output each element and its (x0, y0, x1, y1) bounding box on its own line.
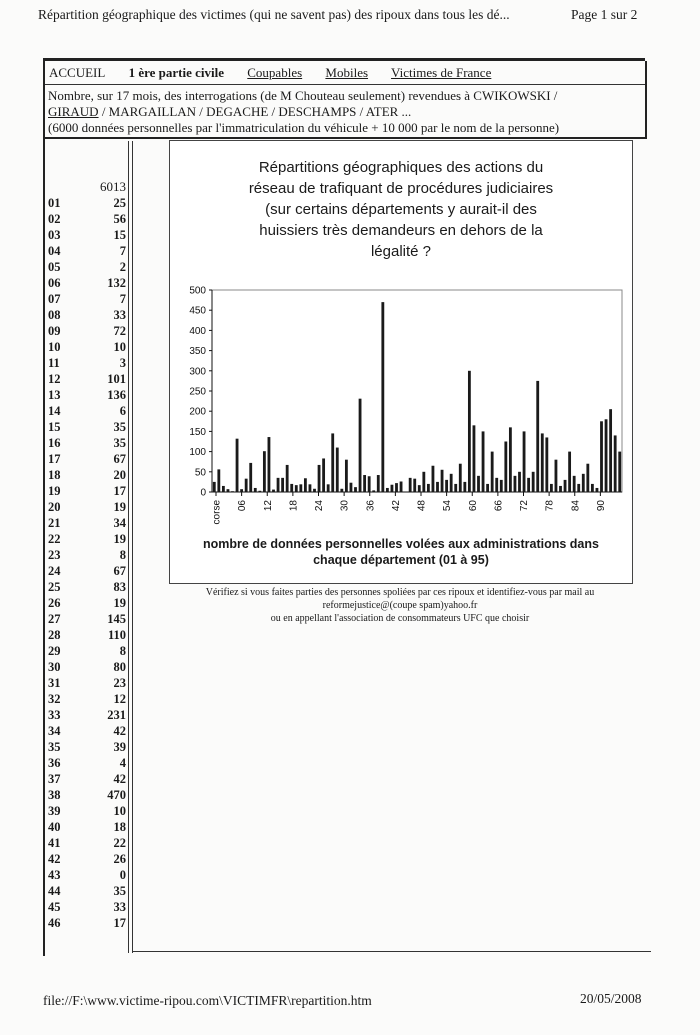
bar (231, 491, 234, 492)
department-code: 18 (48, 468, 61, 482)
bar (432, 466, 435, 492)
x-tick-label: 36 (365, 500, 377, 512)
department-code: 20 (48, 500, 61, 514)
nav-victimes-de-france[interactable]: Victimes de France (391, 65, 492, 80)
department-count: 10 (113, 340, 126, 354)
page-number: Page 1 sur 2 (571, 7, 638, 22)
bar (331, 433, 334, 492)
table-row (45, 611, 126, 627)
x-tick-label: 24 (314, 500, 325, 512)
x-tick-label: 12 (262, 500, 274, 512)
department-code: 43 (48, 868, 61, 882)
department-code: 15 (48, 420, 61, 434)
bar (258, 491, 261, 492)
x-tick-label: 78 (544, 500, 556, 512)
bar (295, 485, 298, 492)
department-code: 28 (48, 628, 61, 642)
department-count: 42 (113, 724, 126, 738)
department-code: 39 (48, 804, 61, 818)
department-code: 04 (48, 244, 61, 258)
chart-title (170, 157, 632, 262)
table-row (45, 675, 126, 691)
intro-line-2 (48, 104, 559, 120)
department-count: 8 (119, 548, 126, 562)
bar (586, 464, 589, 492)
table-row (45, 195, 126, 211)
department-code: 45 (48, 900, 61, 914)
bar (318, 465, 321, 492)
department-count: 25 (113, 196, 126, 210)
x-tick-label: corse (211, 500, 223, 525)
bar (609, 409, 612, 492)
department-count: 2 (119, 260, 126, 274)
department-table (45, 141, 129, 953)
bar (272, 490, 275, 492)
bar (600, 421, 603, 492)
bar (582, 474, 585, 492)
bar (577, 484, 580, 492)
bar (372, 490, 375, 492)
bar (413, 479, 416, 492)
page-header-title: Répartition géographique des victimes (qui ne savent pas) des ripoux dans tous les dé... (38, 7, 510, 22)
department-count: 35 (113, 420, 126, 434)
table-row (45, 787, 126, 803)
department-count: 67 (113, 564, 126, 578)
table-row (45, 803, 126, 819)
nav-accueil[interactable]: ACCUEIL (49, 65, 106, 80)
bar (500, 480, 503, 492)
bar (477, 476, 480, 492)
bar (345, 460, 348, 492)
nav-mobiles[interactable]: Mobiles (325, 65, 369, 80)
department-count: 101 (107, 372, 126, 386)
x-tick-label: 06 (237, 500, 249, 512)
department-count: 34 (113, 516, 126, 530)
bar (368, 476, 371, 492)
table-row (45, 915, 126, 931)
table-row (45, 275, 126, 291)
chart-xlabel-line: nombre de données personnelles volées aux administrations dans (203, 537, 599, 551)
bar (518, 472, 521, 492)
department-code: 07 (48, 292, 61, 306)
bar (527, 478, 530, 492)
department-code: 41 (48, 836, 61, 850)
department-count: 19 (113, 500, 126, 514)
bar (454, 484, 457, 492)
table-row (45, 483, 126, 499)
x-tick-label: 54 (442, 500, 454, 512)
department-code: 11 (48, 356, 60, 370)
table-row (45, 771, 126, 787)
department-count: 12 (113, 692, 126, 706)
table-row (45, 339, 126, 355)
footer-date: 20/05/2008 (580, 991, 642, 1006)
department-code: 38 (48, 788, 61, 802)
bar (523, 431, 526, 492)
bar (409, 478, 412, 492)
department-code: 33 (48, 708, 61, 722)
department-code: 25 (48, 580, 61, 594)
bar (309, 484, 312, 492)
department-count: 110 (107, 628, 126, 642)
y-tick-label: 200 (189, 406, 206, 418)
department-count: 17 (113, 484, 126, 498)
department-code: 29 (48, 644, 61, 658)
bar (509, 427, 512, 492)
bar (450, 474, 453, 492)
note-line-3: ou en appellant l'association de consommateurs UFC que choisir (270, 613, 530, 624)
department-code: 30 (48, 660, 61, 674)
navigation-bar (49, 65, 511, 81)
bar (473, 425, 476, 492)
chart-title-line: (sur certains départements y aurait-il des (265, 201, 537, 218)
x-tick-label: 90 (595, 500, 607, 512)
table-row (45, 899, 126, 915)
bar (550, 484, 553, 492)
y-tick-label: 50 (194, 467, 206, 479)
y-tick-label: 150 (189, 426, 206, 438)
y-tick-label: 350 (189, 346, 206, 358)
table-row (45, 467, 126, 483)
table-row (45, 499, 126, 515)
bar (445, 480, 448, 492)
table-row (45, 259, 126, 275)
department-code: 19 (48, 484, 61, 498)
chart-xlabel (170, 536, 632, 568)
y-tick-label: 250 (189, 386, 206, 398)
department-count: 3 (119, 356, 126, 370)
x-tick-label: 30 (339, 500, 351, 512)
department-count: 4 (119, 756, 126, 770)
table-row (45, 659, 126, 675)
x-tick-label: 42 (390, 500, 402, 512)
bar (618, 452, 621, 492)
department-count: 80 (113, 660, 126, 674)
x-tick-label: 60 (467, 500, 479, 512)
table-row (45, 515, 126, 531)
department-code: 44 (48, 884, 61, 898)
department-code: 46 (48, 916, 61, 930)
y-tick-label: 300 (189, 366, 206, 378)
department-code: 06 (48, 276, 61, 290)
department-code: 23 (48, 548, 61, 562)
department-count: 15 (113, 228, 126, 242)
department-count: 18 (113, 820, 126, 834)
footer-url: file://F:\www.victime-ripou.com\VICTIMFR\repartition.htm (43, 993, 372, 1008)
giraud-link[interactable]: GIRAUD (48, 104, 99, 119)
bar (514, 476, 517, 492)
department-code: 35 (48, 740, 61, 754)
table-row (45, 547, 126, 563)
bar (381, 302, 384, 492)
department-code: 01 (48, 196, 61, 210)
department-code: 09 (48, 324, 61, 338)
bar (482, 431, 485, 492)
department-count: 145 (107, 612, 126, 626)
department-count: 7 (119, 292, 126, 306)
plot-area (212, 290, 622, 492)
bar (573, 476, 576, 492)
bar (504, 442, 507, 493)
table-row (45, 435, 126, 451)
table-row (45, 627, 126, 643)
department-code: 14 (48, 404, 61, 418)
department-count: 20 (113, 468, 126, 482)
department-code: 40 (48, 820, 61, 834)
chart-box (169, 140, 633, 584)
bar (536, 381, 539, 492)
bar (217, 469, 220, 492)
department-count: 56 (113, 212, 126, 226)
nav-partie-civile[interactable]: 1 ère partie civile (128, 65, 225, 80)
table-row (45, 291, 126, 307)
department-count: 19 (113, 532, 126, 546)
department-code: 32 (48, 692, 61, 706)
table-rows (45, 195, 126, 931)
table-total: 6013 (100, 179, 126, 194)
bar (564, 480, 567, 492)
bar (605, 419, 608, 492)
table-row (45, 227, 126, 243)
bar (459, 464, 462, 492)
bar (395, 483, 398, 492)
table-row (45, 387, 126, 403)
department-code: 21 (48, 516, 61, 530)
bar (304, 478, 307, 492)
bar (290, 484, 293, 492)
department-code: 16 (48, 436, 61, 450)
bar (263, 451, 266, 492)
bar (249, 463, 252, 492)
intro-line-1: Nombre, sur 17 mois, des interrogations (de M Chouteau seulement) revendues à CWIKOWSKI / (48, 88, 558, 103)
intro-line-3: (6000 données personnelles par l'immatriculation du véhicule + 10 000 par le nom de la personne) (48, 120, 560, 135)
table-row (45, 851, 126, 867)
y-tick-label: 0 (200, 487, 206, 499)
y-tick-label: 400 (189, 325, 206, 337)
bar (422, 472, 425, 492)
bar (377, 475, 380, 492)
department-count: 39 (113, 740, 126, 754)
department-code: 02 (48, 212, 61, 226)
table-row (45, 595, 126, 611)
table-row (45, 355, 126, 371)
department-code: 24 (48, 564, 61, 578)
bar (354, 487, 357, 492)
department-code: 34 (48, 724, 61, 738)
bar (227, 489, 230, 492)
bar (336, 448, 339, 492)
bar (350, 483, 353, 492)
chart-xlabel-line: chaque département (01 à 95) (313, 553, 489, 567)
department-count: 231 (107, 708, 126, 722)
department-count: 23 (113, 676, 126, 690)
department-code: 26 (48, 596, 61, 610)
department-code: 08 (48, 308, 61, 322)
table-row (45, 723, 126, 739)
bar (254, 488, 257, 492)
bar (463, 482, 466, 492)
department-code: 05 (48, 260, 61, 274)
bar (281, 478, 284, 492)
department-count: 35 (113, 884, 126, 898)
department-count: 72 (113, 324, 126, 338)
table-row (45, 307, 126, 323)
department-code: 36 (48, 756, 61, 770)
table-row (45, 739, 126, 755)
bar (545, 437, 548, 492)
table-row (45, 755, 126, 771)
department-count: 42 (113, 772, 126, 786)
table-row (45, 419, 126, 435)
department-count: 19 (113, 596, 126, 610)
department-count: 67 (113, 452, 126, 466)
bar (541, 433, 544, 492)
x-tick-label: 72 (519, 500, 530, 512)
department-code: 03 (48, 228, 61, 242)
bar (400, 481, 403, 492)
bar (386, 488, 389, 492)
table-row (45, 883, 126, 899)
department-count: 33 (113, 900, 126, 914)
bar (391, 485, 394, 492)
bar (427, 484, 430, 492)
department-count: 22 (113, 836, 126, 850)
bar (299, 484, 302, 492)
department-code: 10 (48, 340, 61, 354)
table-row (45, 323, 126, 339)
intro-line-2-rest: / MARGAILLAN / DEGACHE / DESCHAMPS / ATER ... (98, 104, 412, 119)
bar (555, 460, 558, 492)
department-count: 0 (119, 868, 126, 882)
bar-chart (170, 278, 632, 538)
bar (486, 484, 489, 492)
department-code: 31 (48, 676, 61, 690)
bar (614, 435, 617, 492)
department-count: 470 (107, 788, 126, 802)
table-row (45, 867, 126, 883)
department-code: 13 (48, 388, 61, 402)
table-row (45, 835, 126, 851)
table-row (45, 563, 126, 579)
department-count: 7 (119, 244, 126, 258)
bar (236, 439, 239, 492)
table-row (45, 691, 126, 707)
chart-title-line: réseau de trafiquant de procédures judiciaires (248, 180, 554, 197)
table-row (45, 707, 126, 723)
department-code: 42 (48, 852, 61, 866)
bar (491, 452, 494, 492)
table-row (45, 531, 126, 547)
table-row (45, 371, 126, 387)
table-row (45, 643, 126, 659)
bar (286, 465, 289, 492)
bar (322, 458, 325, 492)
table-row (45, 451, 126, 467)
chart-title-line: huissiers très demandeurs en dehors de la (259, 222, 543, 239)
table-row (45, 819, 126, 835)
department-count: 10 (113, 804, 126, 818)
department-count: 35 (113, 436, 126, 450)
department-code: 27 (48, 612, 61, 626)
x-tick-label: 84 (570, 500, 582, 512)
x-tick-label: 66 (493, 500, 505, 512)
bar (213, 482, 216, 492)
bar (277, 478, 280, 492)
table-row (45, 579, 126, 595)
table-row (45, 211, 126, 227)
bar (340, 489, 343, 492)
y-tick-label: 450 (189, 305, 206, 317)
bar (359, 399, 362, 492)
department-code: 12 (48, 372, 61, 386)
department-count: 8 (119, 644, 126, 658)
department-code: 22 (48, 532, 61, 546)
contact-note (169, 586, 631, 625)
bar (568, 452, 571, 492)
bar (363, 475, 366, 492)
bar (327, 484, 330, 492)
note-line-1: Vérifiez si vous faites parties des personnes spoliées par ces ripoux et identifiez-vous par mail au (205, 587, 595, 598)
bar (313, 489, 316, 492)
note-email[interactable]: reformejustice@(coupe spam)yahoo.fr (322, 600, 478, 611)
department-count: 136 (107, 388, 126, 402)
bar (495, 478, 498, 492)
bar (436, 482, 439, 492)
y-tick-label: 500 (189, 285, 206, 297)
department-count: 83 (113, 580, 126, 594)
intro-text (48, 88, 559, 136)
bar (222, 486, 225, 492)
department-count: 33 (113, 308, 126, 322)
department-count: 132 (107, 276, 126, 290)
department-code: 37 (48, 772, 61, 786)
department-count: 26 (113, 852, 126, 866)
bar (441, 470, 444, 492)
department-count: 17 (113, 916, 126, 930)
department-code: 17 (48, 452, 61, 466)
bar (418, 485, 421, 492)
department-count: 6 (119, 404, 126, 418)
y-tick-label: 100 (189, 447, 206, 459)
table-row (45, 243, 126, 259)
bar (240, 489, 243, 492)
x-tick-label: 18 (288, 500, 300, 512)
bar (596, 488, 599, 492)
bar (468, 371, 471, 492)
table-row (45, 403, 126, 419)
nav-coupables[interactable]: Coupables (247, 65, 303, 80)
bar (532, 472, 535, 492)
chart-title-line: légalité ? (370, 243, 432, 260)
bar (591, 484, 594, 492)
bar (559, 486, 562, 492)
bar (245, 479, 248, 492)
x-tick-label: 48 (416, 500, 428, 512)
chart-title-line: Répartitions géographiques des actions du (258, 159, 544, 176)
bar (268, 437, 271, 492)
